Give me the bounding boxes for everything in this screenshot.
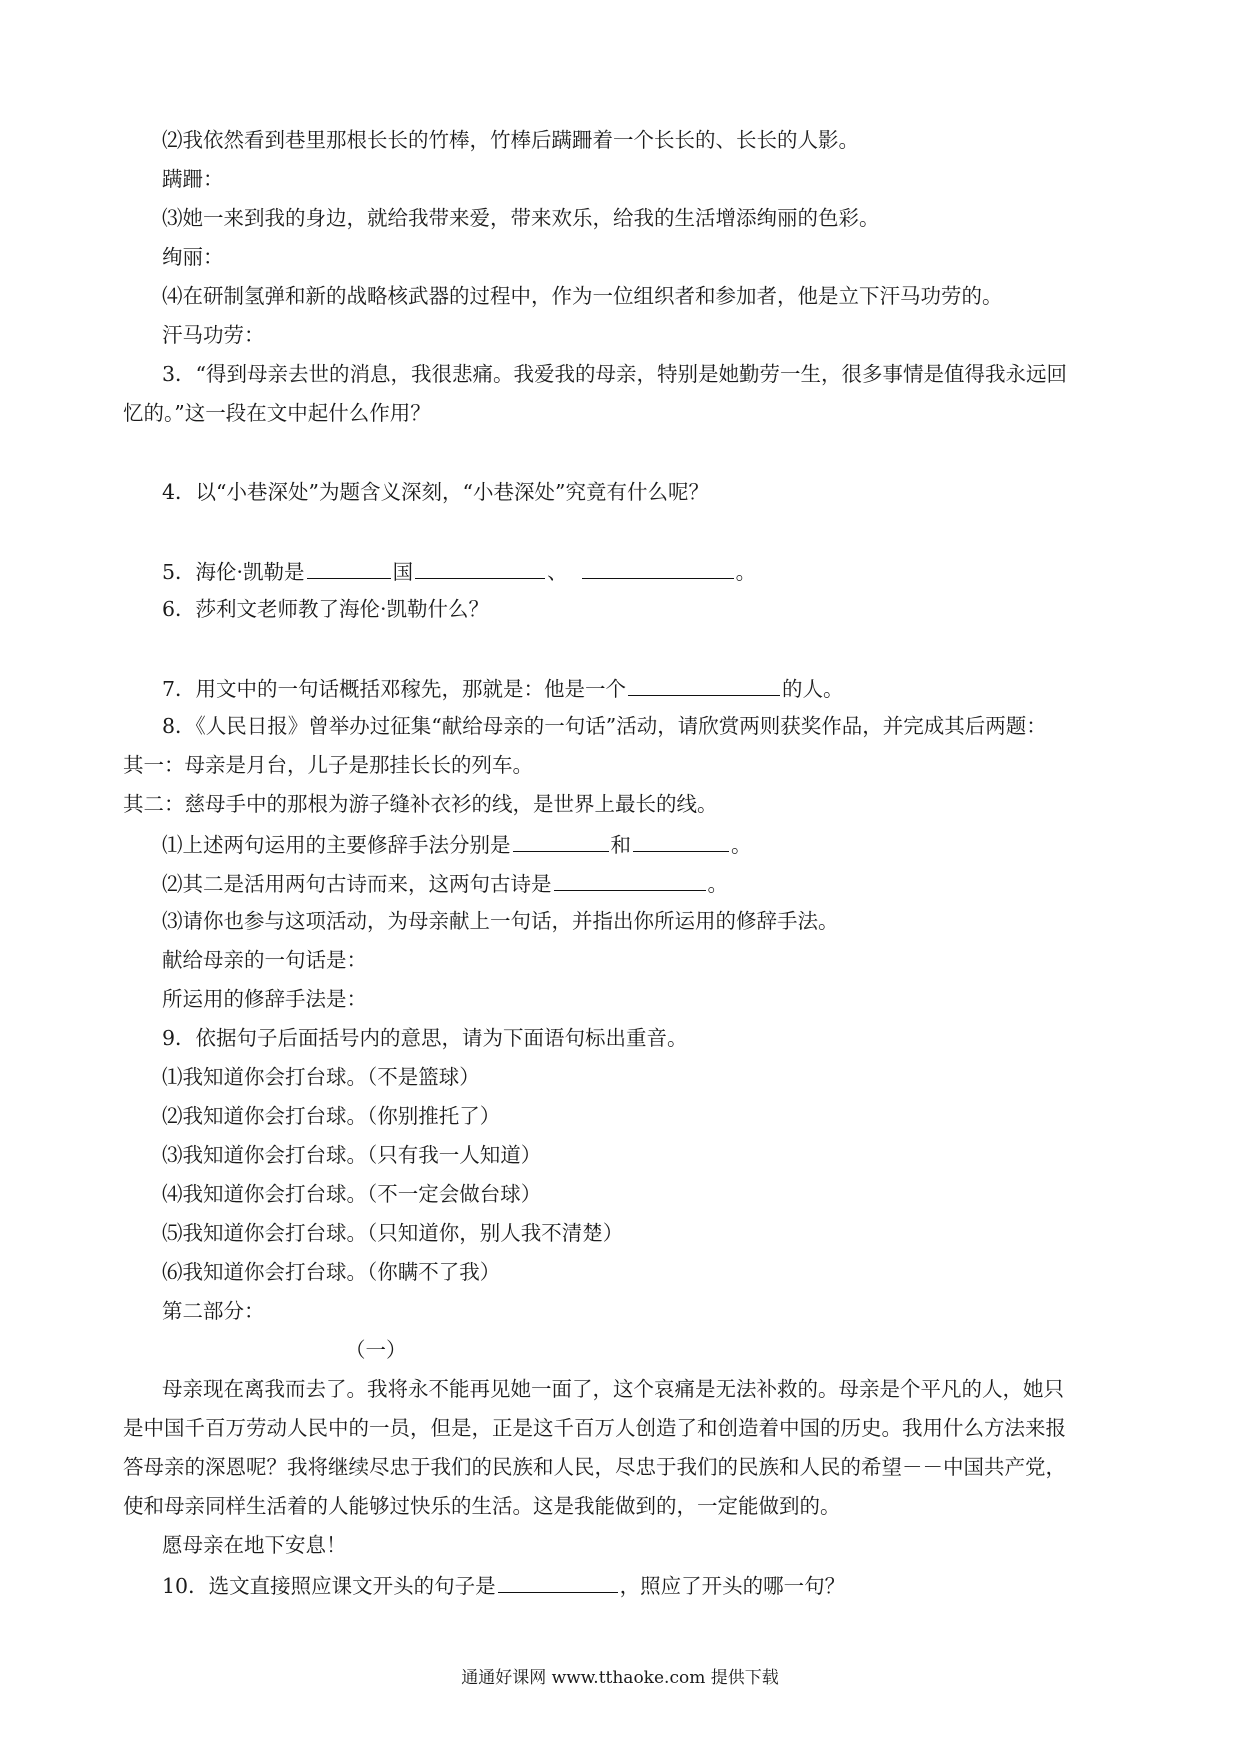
question-7 <box>162 675 844 703</box>
passage-line: 是中国千百万劳动人民中的一员，但是，正是这千百万人创造了和创造着中国的历史。我用什么方法来报 <box>123 1416 1066 1440</box>
text-line: ⑵我依然看到巷里那根长长的竹棒，竹棒后蹒跚着一个长长的、长长的人影。 <box>162 128 859 152</box>
text-line: ⑸我知道你会打台球。（只知道你，别人我不清楚） <box>162 1221 624 1245</box>
question-8-1 <box>162 831 752 859</box>
text-line: ⑶我知道你会打台球。（只有我一人知道） <box>162 1143 542 1167</box>
text-line: 绚丽： <box>162 245 224 269</box>
question-8-2 <box>162 870 728 898</box>
text-line: 其二：慈母手中的那根为游子缝补衣衫的线，是世界上最长的线。 <box>123 792 718 816</box>
text-line: ⑷在研制氢弹和新的战略核武器的过程中，作为一位组织者和参加者，他是立下汗马功劳的。 <box>162 284 1003 308</box>
text-segment: 10．选文直接照应课文开头的句子是 <box>162 1574 496 1598</box>
passage-line: 答母亲的深恩呢？我将继续尽忠于我们的民族和人民，尽忠于我们的民族和人民的希望－－中国共产党， <box>123 1455 1066 1479</box>
text-line: 蹒跚： <box>162 167 224 191</box>
text-segment: 7．用文中的一句话概括邓稼先，那就是：他是一个 <box>162 677 627 701</box>
text-segment: 5．海伦·凯勒是 <box>162 560 305 584</box>
page-footer: 通通好课网 www.tthaoke.com 提供下载 <box>461 1668 779 1688</box>
text-line: 献给母亲的一句话是： <box>162 948 367 972</box>
question-3: 3．“得到母亲去世的消息，我很悲痛。我爱我的母亲，特别是她勤劳一生，很多事情是值得我永远回 <box>162 362 1068 386</box>
question-10 <box>162 1572 845 1600</box>
answer-blank[interactable] <box>633 831 729 852</box>
text-segment: 的人。 <box>782 677 844 701</box>
question-6: 6．莎利文老师教了海伦·凯勒什么？ <box>162 597 490 621</box>
text-segment: 和 <box>610 833 631 857</box>
text-segment: 国 <box>392 560 414 584</box>
question-5 <box>162 558 756 586</box>
text-line: ⑴我知道你会打台球。（不是篮球） <box>162 1065 480 1089</box>
question-4: 4．以“小巷深处”为题含义深刻，“小巷深处”究竟有什么呢？ <box>162 480 709 504</box>
question-8-3: ⑶请你也参与这项活动，为母亲献上一句话，并指出你所运用的修辞手法。 <box>162 909 839 933</box>
text-line: ⑹我知道你会打台球。（你瞒不了我） <box>162 1260 501 1284</box>
text-segment: ⑵其二是活用两句古诗而来，这两句古诗是 <box>162 872 552 896</box>
text-line: 所运用的修辞手法是： <box>162 987 367 1011</box>
text-segment: 。 <box>707 872 728 896</box>
text-segment: ⑴上述两句运用的主要修辞手法分别是 <box>162 833 511 857</box>
answer-blank[interactable] <box>415 558 545 579</box>
text-line: ⑶她一来到我的身边，就给我带来爱，带来欢乐，给我的生活增添绚丽的色彩。 <box>162 206 880 230</box>
text-line: ⑷我知道你会打台球。（不一定会做台球） <box>162 1182 542 1206</box>
answer-blank[interactable] <box>513 831 609 852</box>
text-segment: ，照应了开头的哪一句？ <box>619 1574 846 1598</box>
answer-blank[interactable] <box>582 558 734 579</box>
text-segment: 。 <box>735 560 757 584</box>
subsection-heading: （一） <box>345 1338 407 1362</box>
section-heading: 第二部分： <box>162 1299 265 1323</box>
text-line: ⑵我知道你会打台球。（你别推托了） <box>162 1104 501 1128</box>
question-9: 9．依据句子后面括号内的意思，请为下面语句标出重音。 <box>162 1026 688 1050</box>
text-line: 忆的。”这一段在文中起什么作用？ <box>123 401 431 425</box>
answer-blank[interactable] <box>628 675 780 696</box>
passage-line: 使和母亲同样生活着的人能够过快乐的生活。这是我能做到的，一定能做到的。 <box>123 1494 841 1518</box>
text-segment: 。 <box>731 833 752 857</box>
question-8: 8．《人民日报》曾举办过征集“献给母亲的一句话”活动，请欣赏两则获奖作品，并完成其后两题： <box>162 714 1047 738</box>
answer-blank[interactable] <box>498 1572 618 1593</box>
passage-line: 母亲现在离我而去了。我将永不能再见她一面了，这个哀痛是无法补救的。母亲是个平凡的人，她只 <box>162 1377 1064 1401</box>
text-line: 汗马功劳： <box>162 323 265 347</box>
answer-blank[interactable] <box>307 558 391 579</box>
text-segment: 、 <box>547 560 568 584</box>
text-line: 其一：母亲是月台，儿子是那挂长长的列车。 <box>123 753 533 777</box>
passage-line: 愿母亲在地下安息！ <box>162 1533 347 1557</box>
answer-blank[interactable] <box>554 870 706 891</box>
